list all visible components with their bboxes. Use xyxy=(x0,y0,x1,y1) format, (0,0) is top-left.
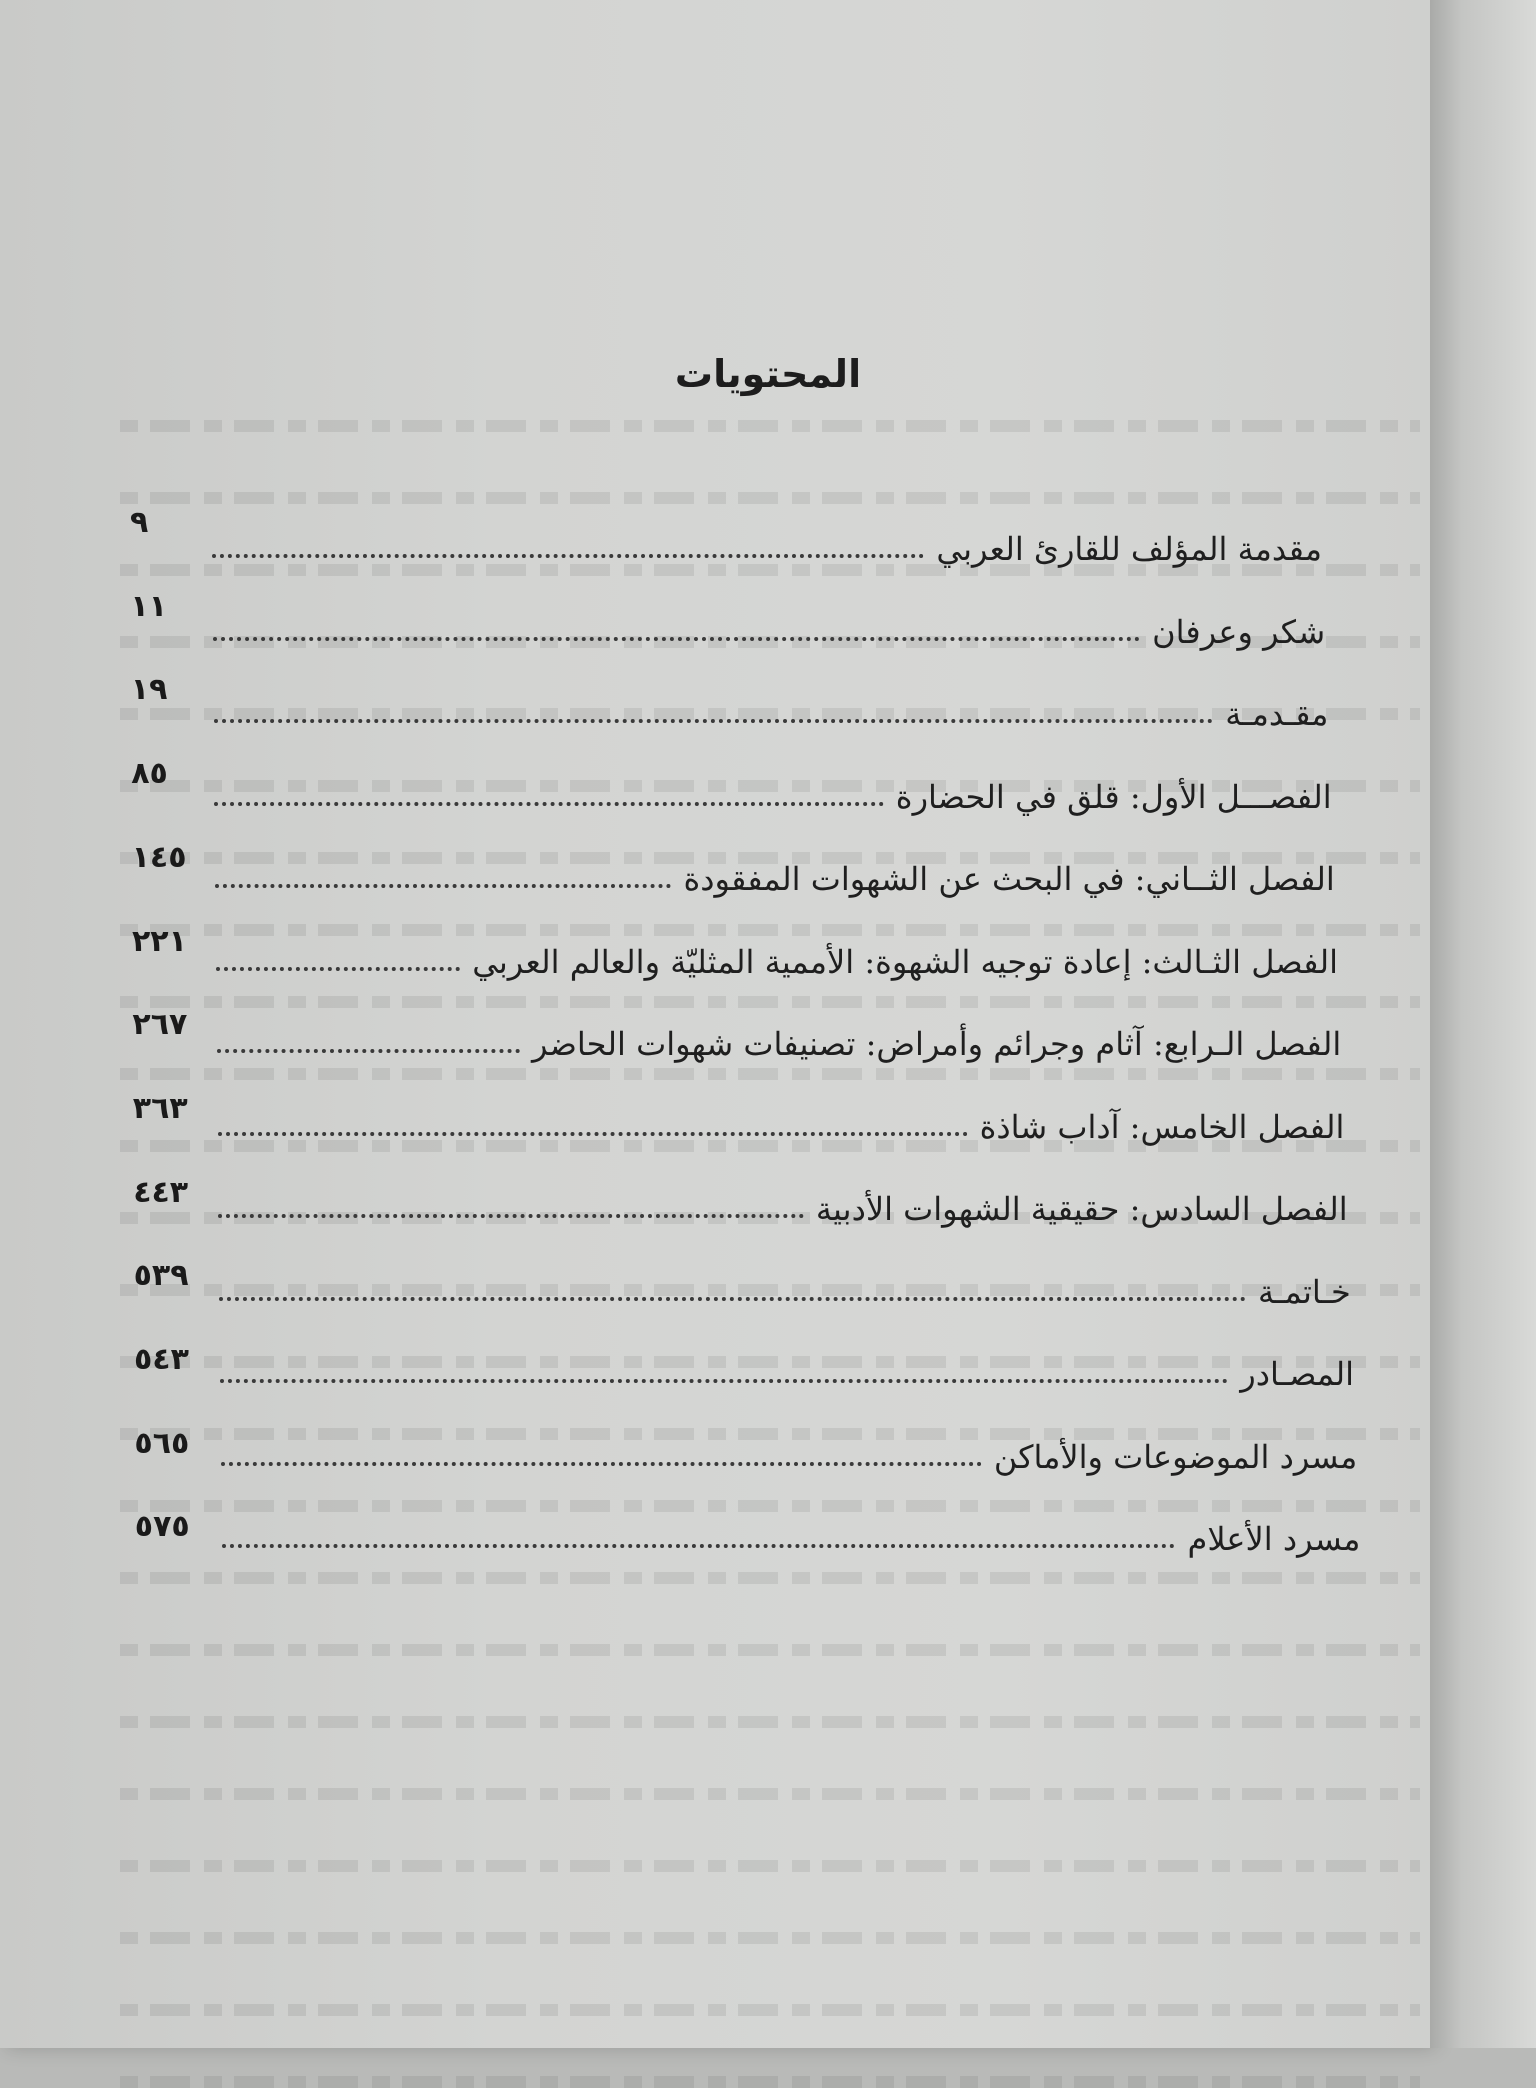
toc-entry-title: الفصـــل الأول: قلق في الحضارة xyxy=(895,777,1332,816)
toc-entry-title: الفصل الثـالث: إعادة توجيه الشهوة: الأممية المثليّة والعالم العربي xyxy=(472,942,1338,981)
toc-entry-title: مسرد الأعلام xyxy=(1187,1520,1361,1558)
toc-leader-dots xyxy=(218,1132,968,1136)
toc-leader-dots xyxy=(220,1379,1228,1383)
toc-leader-dots xyxy=(218,1214,803,1218)
toc-entry-title: الفصل الخامس: آداب شاذة xyxy=(979,1107,1345,1146)
toc-entry-title: الفصل الثــاني: في البحث عن الشهوات المفقودة xyxy=(683,860,1335,898)
toc-entry-title: الفصل الـرابع: آثام وجرائم وأمراض: تصنيفات شهوات الحاضر xyxy=(532,1025,1342,1063)
toc-entry-page-number: ٢٦٧ xyxy=(132,1007,188,1043)
toc-leader-dots xyxy=(214,719,1214,723)
toc-entry-page-number: ٤٤٣ xyxy=(133,1174,189,1210)
toc-entry-title: المصـادر xyxy=(1240,1355,1354,1393)
toc-entry-title: خـاتمـة xyxy=(1257,1272,1351,1311)
toc-entry-title: مقدمة المؤلف للقارئ العربي xyxy=(936,530,1322,568)
toc-entry-page-number: ٨٥ xyxy=(131,756,168,792)
toc-leader-dots xyxy=(215,884,671,888)
toc-entry-title: مسرد الموضوعات والأماكن xyxy=(993,1437,1358,1476)
toc-entry-page-number: ٥٤٣ xyxy=(134,1342,189,1377)
toc-entry-page-number: ٥٧٥ xyxy=(134,1509,190,1545)
toc-entry-page-number: ٥٦٥ xyxy=(134,1425,190,1461)
toc-leader-dots xyxy=(222,1544,1176,1548)
page-title: المحتويات xyxy=(674,352,862,396)
toc-entry-title: مقـدمـة xyxy=(1225,695,1329,733)
toc-leader-dots xyxy=(213,637,1140,641)
toc-leader-dots xyxy=(219,1297,1246,1301)
toc-entry-title: شكر وعرفان xyxy=(1152,612,1326,651)
toc-entry-page-number: ٢٢١ xyxy=(132,923,187,959)
toc-leader-dots xyxy=(217,1049,520,1053)
toc-entry-page-number: ٣٦٣ xyxy=(132,1090,188,1126)
toc-entry-page-number: ١١ xyxy=(130,588,168,624)
toc-entry-page-number: ١٩ xyxy=(130,672,168,708)
toc-leader-dots xyxy=(221,1462,982,1466)
toc-entry-page-number: ١٤٥ xyxy=(131,839,187,875)
toc-entry-page-number: ٩ xyxy=(130,505,149,540)
toc-leader-dots xyxy=(216,967,460,971)
toc-leader-dots xyxy=(212,554,924,558)
toc-entry-page-number: ٥٣٩ xyxy=(133,1258,189,1294)
toc-leader-dots xyxy=(214,802,883,806)
toc-entry-title: الفصل السادس: حقيقية الشهوات الأدبية xyxy=(815,1190,1348,1228)
